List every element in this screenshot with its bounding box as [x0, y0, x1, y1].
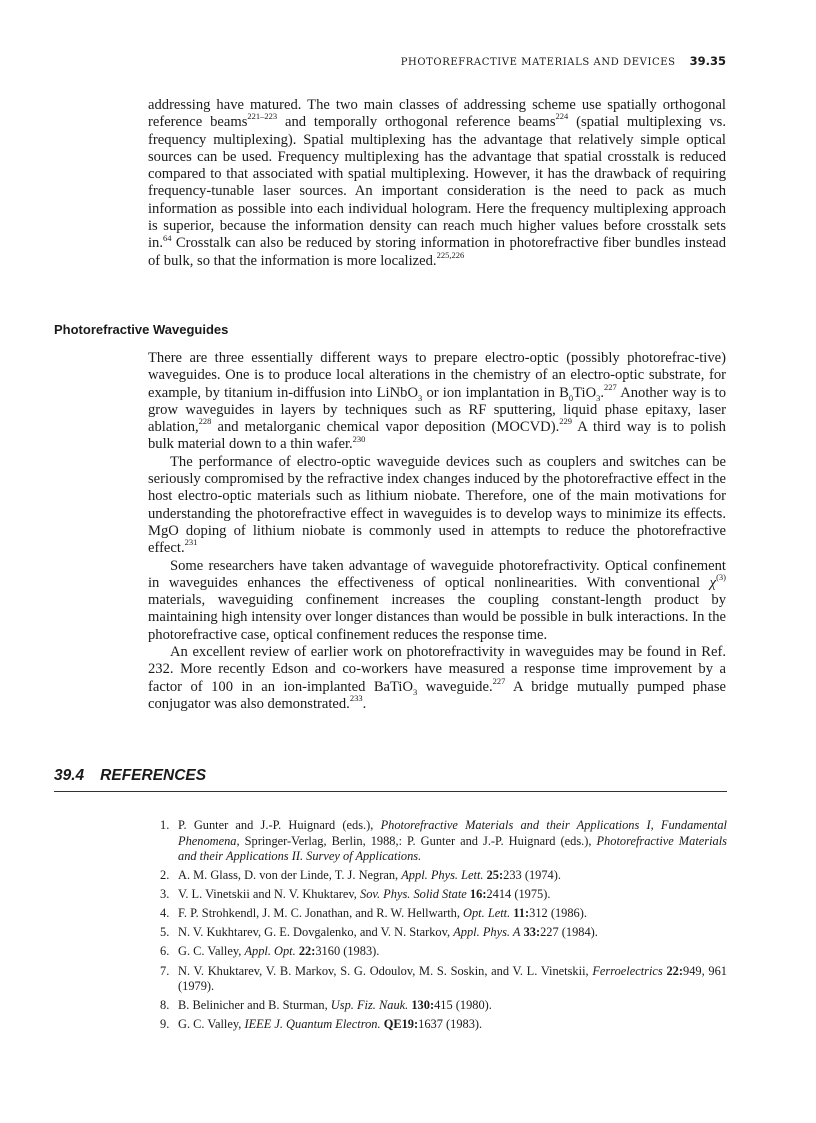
intro-paragraph: addressing have matured. The two main classes of addressing scheme use spatially orthogonal reference beams$^{221-223}$ and temporally orthogonal reference beams$^{224}$ (spatial multiplexing vs. frequency multiplexing). Spatial multiplexing has the advantage that relatively simple optical sources can be used. Frequency multiplexing has the advantage that spatial crosstalk is reduced compared to that associated with spatial multiplexing. However, it has the drawback of requiring frequency-tunable laser sources. An important consideration is the need to pack as much information as possible into each individual hologram. Here the frequency multiplexing approach is superior, because the information density can reach much higher values before crosstalk sets in.$^{64}$ Crosstalk can also be reduced by storing information in photorefractive fiber bundles instead of bulk, so that the information is more localized.$^{225,226}$: [148, 97, 726, 269]
running-header: [148, 54, 726, 68]
citation: 227: [492, 675, 506, 686]
reference-item: 7. N. V. Khuktarev, V. B. Markov, S. G. Odoulov, M. S. Soskin, and V. L. Vinetskii, Ferroelectrics 22:949, 961 (1979).: [160, 963, 727, 994]
reference-item: 2. A. M. Glass, D. von der Linde, T. J. Negran, Appl. Phys. Lett. 25:233 (1974).: [160, 868, 561, 883]
reference-item: 1. P. Gunter and J.-P. Huignard (eds.), Photorefractive Materials and their Applications I, Fundamental Phenomena, Springer-Verlag, Berlin, 1988,: P. Gunter and J.-P. Huignard (eds.), Photorefractive Materials and their Applications II. Survey of Applications.: [160, 818, 727, 863]
citation: 225,226: [436, 249, 465, 260]
reference-item: 8. B. Belinicher and B. Sturman, Usp. Fiz. Nauk. 130:415 (1980).: [160, 998, 492, 1013]
paragraph-1: There are three essentially different ways to prepare electro-optic (possibly photorefrac-tive) waveguides. One is to produce local alterations in the chemistry of an electro-optic substrate, for example, by titanium in-diffusion into LiNbO$_3$ or ion implantation in $B_0TiO_3.^{227}$ Another way is to grow waveguides in layers by techniques such as RF sputtering, liquid phase epitaxy, laser ablation,$^{228}$ and metalorganic chemical vapor deposition (MOCVD).$^{229}$ A third way is to polish bulk material down to a thin wafer.$^{230}$: [148, 350, 726, 453]
reference-item: 5. N. V. Kukhtarev, G. E. Dovgalenko, and V. N. Starkov, Appl. Phys. A 33:227 (1984).: [160, 925, 598, 940]
section-heading-waveguides: Photorefractive Waveguides: [54, 322, 229, 337]
intro-text: [148, 97, 726, 270]
chi-symbol: χ: [709, 574, 717, 591]
citation: 221–223: [247, 111, 278, 122]
section-rule: [54, 791, 727, 792]
section-number: 39.4: [54, 767, 85, 784]
citation: 231: [184, 537, 198, 548]
running-title: PHOTOREFRACTIVE MATERIALS AND DEVICES: [400, 57, 676, 68]
citation: 233: [349, 693, 363, 704]
paragraph-2: The performance of electro-optic waveguide devices such as couplers and switches can be seriously compromised by the refractive index changes induced by the photorefractive effect in the host electro-optic materials such as lithium niobate. Therefore, one of the main motivations for understanding the photorefractive effect in waveguides is to develop ways to minimize its effects. MgO doping of lithium niobate is commonly used in attempts to reduce the photorefractive effect.$^{231}$: [148, 453, 726, 557]
citation: 229: [559, 416, 572, 427]
section-heading-references: [54, 767, 206, 785]
reference-item: 9. G. C. Valley, IEEE J. Quantum Electron. QE19:1637 (1983).: [160, 1017, 483, 1032]
citation: 230: [352, 433, 366, 444]
reference-item: 6. G. C. Valley, Appl. Opt. 22:3160 (1983).: [160, 944, 380, 959]
reference-item: 3. V. L. Vinetskii and N. V. Khuktarev, Sov. Phys. Solid State 16:2414 (1975).: [160, 887, 551, 902]
citation: 64: [163, 232, 172, 243]
page-number: 39.35: [689, 54, 726, 68]
paragraph-3: Some researchers have taken advantage of waveguide photorefractivity. Optical confinement in waveguides enhances the effectiveness of optical nonlinearities. With conventional $\chi^{(3)}$ materials, waveguiding confinement increases the coupling constant-length product by maintaining high intensity over longer distances than would be possible in bulk interactions. In the photorefractive case, optical confinement reduces the response time.: [148, 557, 726, 643]
citation: 228: [198, 416, 212, 427]
section-title: REFERENCES: [100, 767, 207, 784]
reference-list: [160, 818, 727, 1036]
paragraph-4: An excellent review of earlier work on photorefractivity in waveguides may be found in Ref. 232. More recently Edson and co-workers have measured a response time improvement by a factor of 100 in an ion-implanted BaTiO$_3$ waveguide.$^{227}$ A bridge mutually pumped phase conjugator was also demonstrated.$^{233}$.: [148, 644, 726, 712]
waveguides-text: [148, 350, 726, 713]
reference-item: 4. F. P. Strohkendl, J. M. C. Jonathan, and R. W. Hellwarth, Opt. Lett. 11:312 (1986).: [160, 906, 587, 921]
citation: 227: [604, 381, 617, 392]
citation: 224: [555, 111, 569, 122]
